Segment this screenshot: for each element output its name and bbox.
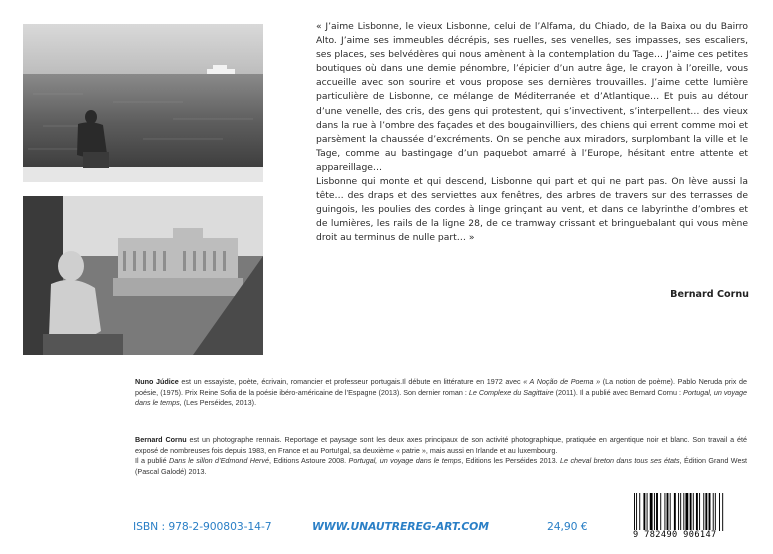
bio1-work-1: « A Noção de Poema » <box>523 377 601 386</box>
bio2-text-1: est un photographe rennais. Reportage et paysage sont les deux axes principaux de son activité photographique, pratiquée en argentique noir et blanc. Son travail a été exposé de nombreuses fois depuis 1983, en France et au Portu!gal, sa deuxième « patrie », mais aussi en Irlande et au luxembourg. <box>135 435 747 455</box>
bio2-name: Bernard Cornu <box>135 435 187 444</box>
quote-author: Bernard Cornu <box>670 289 749 300</box>
bio2-text-3: , Editions Astoure 2008. <box>268 456 349 466</box>
bio2-work-1: Dans le sillon d’Edmond Hervé <box>169 456 269 466</box>
quote-block <box>316 20 748 246</box>
bio2-work-2: Portugal, un voyage dans le temps <box>348 456 462 466</box>
price-label: 24,90 € <box>547 520 588 533</box>
bio2-text-4: , Editions les Perséides 2013. <box>461 456 561 466</box>
bio1-text-2: (La notion de poème). Pablo Neruda prix de poésie, (1975). Prix Reine Sofia de la poésie ibéro-américaine de l’Espagne (2013). Son dernier roman : <box>135 377 747 397</box>
photo-statue-city-square <box>23 196 263 355</box>
bio1-text-3: (2011). Il a publié avec Bernard Cornu : <box>553 387 684 397</box>
isbn-label: ISBN : 978-2-900803-14-7 <box>133 520 272 533</box>
website-link[interactable]: WWW.UNAUTREREG-ART.COM <box>312 520 489 533</box>
bio1-work-3: Portugal, un voyage dans le temps, <box>135 387 748 408</box>
quote-paragraph-1: « J’aime Lisbonne, le vieux Lisbonne, celui de l’Alfama, du Chiado, de la Baixa ou du Bairro Alto. J’aime ses immeubles décrépis, ses ruelles, ses venelles, ses impasses, ses escaliers, ses places, ses belvédères qui nous amènent à la contemplation du Tage… J’aime ces petites boutiques où dans une demie pénombre, l’épicier d’un autre âge, le crayon à l’oreille, vous accueille avec son sourire et vous propose ses dernières trouvailles. J’aime cette lumière particulière de Lisbonne, ce mélange de Méditerranée et d’Atlantique… Et puis au détour d’une venelle, des cris, des gens qui protestent, qui s’invectivent, s’interpellent… des vieux dans la rue à l’ombre des façades et des bougainvilliers, des chiens qui errent comme moi et parsèment la chaussée d’excréments. On se penche aux miradors, surplombant la ville et le Tage, comme au bastingage d’un paquebot amarré à l’Europe, hésitant entre attente et appareillage… <box>316 21 748 173</box>
bio2-work-3: Le cheval breton dans tous ses états <box>560 456 680 466</box>
bio1-text-4: (Les Perséides, 2013). <box>181 398 257 408</box>
bio1-work-2: Le Complexe du Sagittaire <box>468 387 554 397</box>
bio2-text-5: , Édition Grand West (Pascal Galodé) 2013. <box>135 456 748 476</box>
photo-man-by-river <box>23 24 263 182</box>
bio1-text-1: est un essayiste, poète, écrivain, romancier et professeur portugais.Il débute en littérature en 1972 avec <box>178 377 524 386</box>
barcode-digits: 9 782490 906147 <box>633 530 717 540</box>
bio-bernard-cornu <box>135 435 747 477</box>
quote-paragraph-2: Lisbonne qui monte et qui descend, Lisbonne qui part et qui ne part pas. On lève aussi la tête… des draps et des serviettes aux fenêtres, des arbres de travers sur des terrasses de guingois, les poulies des cordes à linge grinçant au vent, et dans ce labyrinthe d’ombres et de lumières, les rails de la ligne 28, de ce tramway crissant et bringuebalant qui vous mène droit au terminus de nulle part… » <box>316 176 748 244</box>
bio1-name: Nuno Júdice <box>135 377 179 386</box>
bio-nuno-judice <box>135 377 747 409</box>
bio2-text-2: Il a publié <box>135 456 170 466</box>
